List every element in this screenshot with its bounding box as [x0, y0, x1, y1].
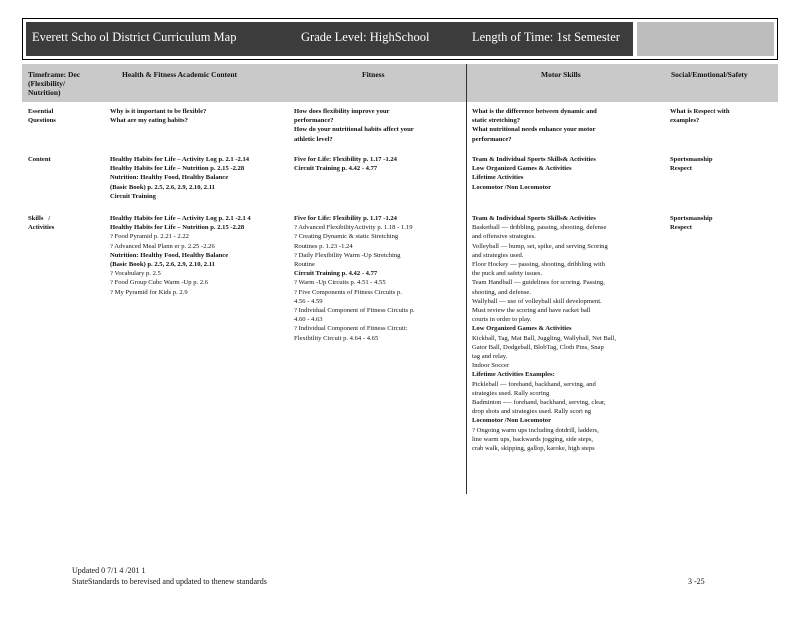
title-gray-box: [637, 22, 774, 56]
cell-line: Respect: [670, 224, 692, 232]
cell-line: the puck and safety issues.: [472, 270, 543, 278]
cell-line: What is Respect with: [670, 108, 730, 115]
length-of-time: Length of Time: 1st Semester: [472, 30, 620, 44]
cell-line: shooting, and defense.: [472, 288, 531, 296]
footer-standards: StateStandards to berevised and updated to thenew standards: [72, 577, 267, 586]
header-timeframe-line: Timeframe: Dec: [28, 70, 81, 79]
district-title: Everett Scho ol District Curriculum Map: [32, 30, 237, 44]
cell-line: strategies used. Rally scoring: [472, 389, 550, 397]
skills-health: [110, 214, 251, 297]
cell-line: ? Daily Flexibility Warm -Up Stretching: [294, 251, 401, 259]
row-label-text: Skills / Activities: [28, 215, 55, 232]
cell-line: Basketball — dribbling, passing, shooting, defense: [472, 224, 607, 232]
cell-line: Five for Life: Flexibility p. 1.17 -1.24: [294, 156, 397, 163]
cell-line: Five for Life: Flexibility p. 1.17 -1.24: [294, 215, 397, 222]
content-fitness: [294, 155, 397, 173]
cell-line: athletic level?: [294, 135, 333, 143]
cell-line: Team & Individual Sports Skills& Activities: [472, 215, 596, 222]
cell-line: ? Ongoing warm ups including dotdrill, ladders,: [472, 426, 599, 434]
cell-line: ? Vocabulary p. 2.5: [110, 270, 161, 278]
cell-line: and strategies used.: [472, 251, 524, 259]
cell-line: Nutrition: Healthy Food, Healthy Balance: [110, 174, 229, 182]
cell-line: Circuit Training p. 4.42 - 4.77: [294, 165, 378, 173]
cell-line: How do your nutritional habits affect your: [294, 126, 414, 134]
header-fitness: Fitness: [362, 70, 385, 79]
content-motor: [472, 155, 596, 192]
cell-line: 4.56 - 4.59: [294, 297, 323, 305]
cell-line: ? Individual Component of Fitness Circuit:: [294, 325, 408, 333]
cell-line: Routines p. 1.23 -1.24: [294, 242, 353, 250]
cell-line: Sportsmanship: [670, 156, 713, 163]
cell-line: Locomotor /Non Locomotor: [472, 417, 551, 425]
cell-line: Lifetime Activities: [472, 174, 524, 182]
row-label-content: [28, 155, 51, 164]
cell-line: Lifetime Activities Examples:: [472, 371, 555, 379]
grade-level: Grade Level: HighSchool: [301, 30, 430, 44]
cell-line: ? Advanced Meal Plann er p. 2.25 -2.26: [110, 242, 215, 250]
row-label-text: Content: [28, 156, 51, 163]
header-social: Social/Emotional/Safety: [671, 70, 748, 79]
cell-line: Team Handball — guidelines for scoring. Passing,: [472, 279, 605, 287]
cell-line: Healthy Habits for Life – Activity Log p. 2.1 -2.14: [110, 156, 250, 163]
cell-line: ? Food Group Cubc Warm -Up p. 2.6: [110, 279, 209, 287]
skills-fitness: [294, 214, 415, 343]
cell-line: drop shots and strategies used. Rally scori ng: [472, 408, 592, 416]
cell-line: Low Organized Games & Activities: [472, 325, 572, 333]
cell-line: performance?: [294, 117, 334, 125]
title-banner: [26, 22, 633, 56]
cell-line: ? Food Pyramid p. 2.21 - 2.22: [110, 233, 189, 241]
cell-line: Gator Ball, Dodgeball, BlobTag, Cloth Pins, Snap: [472, 343, 604, 351]
cell-line: What nutritional needs enhance your motor: [472, 126, 596, 134]
cell-line: ? Five Components of Fitness Circuits p.: [294, 288, 402, 296]
cell-line: Team & Individual Sports Skills& Activities: [472, 156, 596, 163]
cell-line: Routine: [294, 261, 315, 269]
row-label-essential: [28, 107, 56, 125]
cell-line: Nutrition: Healthy Food, Healthy Balance: [110, 251, 229, 259]
header-health: Health & Fitness Academic Content: [122, 70, 237, 79]
cell-line: courts in order to play.: [472, 316, 532, 324]
skills-social: [670, 214, 713, 232]
footer-page-number: 3 -25: [688, 577, 705, 586]
cell-line: ? Individual Component of Fitness Circuits p.: [294, 307, 415, 315]
cell-line: What are my eating habits?: [110, 117, 188, 125]
essential-social: [670, 107, 730, 125]
cell-line: Circuit Training p. 4.42 - 4.77: [294, 270, 378, 278]
cell-line: Kickball, Tag, Mat Ball, Juggling, Wallyball, Net Ball,: [472, 334, 616, 342]
cell-line: Wallyball — use of volleyball skill development.: [472, 297, 602, 305]
cell-line: Healthy Habits for Life – Nutrition p. 2.15 -2.28: [110, 224, 245, 232]
cell-line: Locomotor /Non Locomotor: [472, 183, 551, 191]
cell-line: performance?: [472, 135, 512, 143]
row-label-text: Essential Questions: [28, 108, 56, 125]
cell-line: and offensive strategies.: [472, 233, 536, 241]
cell-line: ? Advanced FlexibilityActivity p. 1.18 - 1.19: [294, 224, 413, 232]
essential-fitness: [294, 107, 414, 144]
cell-line: Badminton -— forehand, backhand, serving, clear,: [472, 399, 606, 407]
cell-line: ? My Pyramid for Kids p. 2.9: [110, 288, 188, 296]
column-divider: [466, 64, 467, 494]
cell-line: How does flexibility improve your: [294, 108, 390, 115]
cell-line: Respect: [670, 165, 692, 173]
cell-line: Must review the scoring and have racket ball: [472, 307, 591, 315]
cell-line: Pickleball — forehand, backhand, serving, and: [472, 380, 596, 388]
cell-line: Healthy Habits for Life – Activity Log p. 2.1 -2.1 4: [110, 215, 251, 222]
cell-line: examples?: [670, 117, 700, 125]
cell-line: 4.60 - 4.63: [294, 316, 323, 324]
essential-health: [110, 107, 206, 125]
footer-updated: Updated 0 7/1 4 /201 1: [72, 566, 146, 575]
skills-motor: [472, 214, 616, 453]
cell-line: tag and relay.: [472, 353, 508, 361]
cell-line: ? Creating Dynamic & static Stretching: [294, 233, 399, 241]
cell-line: (Basic Book) p. 2.5, 2.6, 2.9, 2.10, 2.11: [110, 261, 215, 269]
content-health: [110, 155, 249, 201]
cell-line: Healthy Habits for Life – Nutrition p. 2.15 -2.28: [110, 165, 245, 173]
cell-line: crab walk, skipping, gallop, karoke, high steps: [472, 445, 595, 453]
cell-line: static stretching?: [472, 117, 521, 125]
cell-line: What is the difference between dynamic and: [472, 108, 597, 115]
cell-line: Indoor Soccer: [472, 362, 510, 370]
cell-line: Circuit Training: [110, 192, 156, 200]
header-row-right: [467, 64, 778, 102]
cell-line: Floor Hockey — passing, shooting, dribbling with: [472, 261, 605, 269]
content-social: [670, 155, 713, 173]
cell-line: Volleyball — bump, set, spike, and serving Scoring: [472, 242, 608, 250]
header-timeframe: [28, 70, 80, 97]
header-timeframe-line: (Flexibility/: [28, 79, 66, 88]
cell-line: ? Warm -Up Circuits p. 4.51 - 4.55: [294, 279, 386, 287]
title-bar: [22, 18, 778, 60]
cell-line: (Basic Book) p. 2.5, 2.6, 2.9, 2.10, 2.11: [110, 183, 215, 191]
cell-line: Low Organized Games & Activities: [472, 165, 572, 173]
header-row-left: [22, 64, 466, 102]
header-motor: Motor Skills: [541, 70, 581, 79]
cell-line: Why is it important to be flexible?: [110, 108, 207, 115]
header-timeframe-line: Nutrition): [28, 88, 61, 97]
cell-line: Flexibility Circuit p. 4.64 - 4.65: [294, 334, 379, 342]
cell-line: Sportsmanship: [670, 215, 713, 222]
row-label-skills: [28, 214, 54, 232]
essential-motor: [472, 107, 597, 144]
cell-line: line warm ups, backwards jogging, side steps,: [472, 435, 594, 443]
